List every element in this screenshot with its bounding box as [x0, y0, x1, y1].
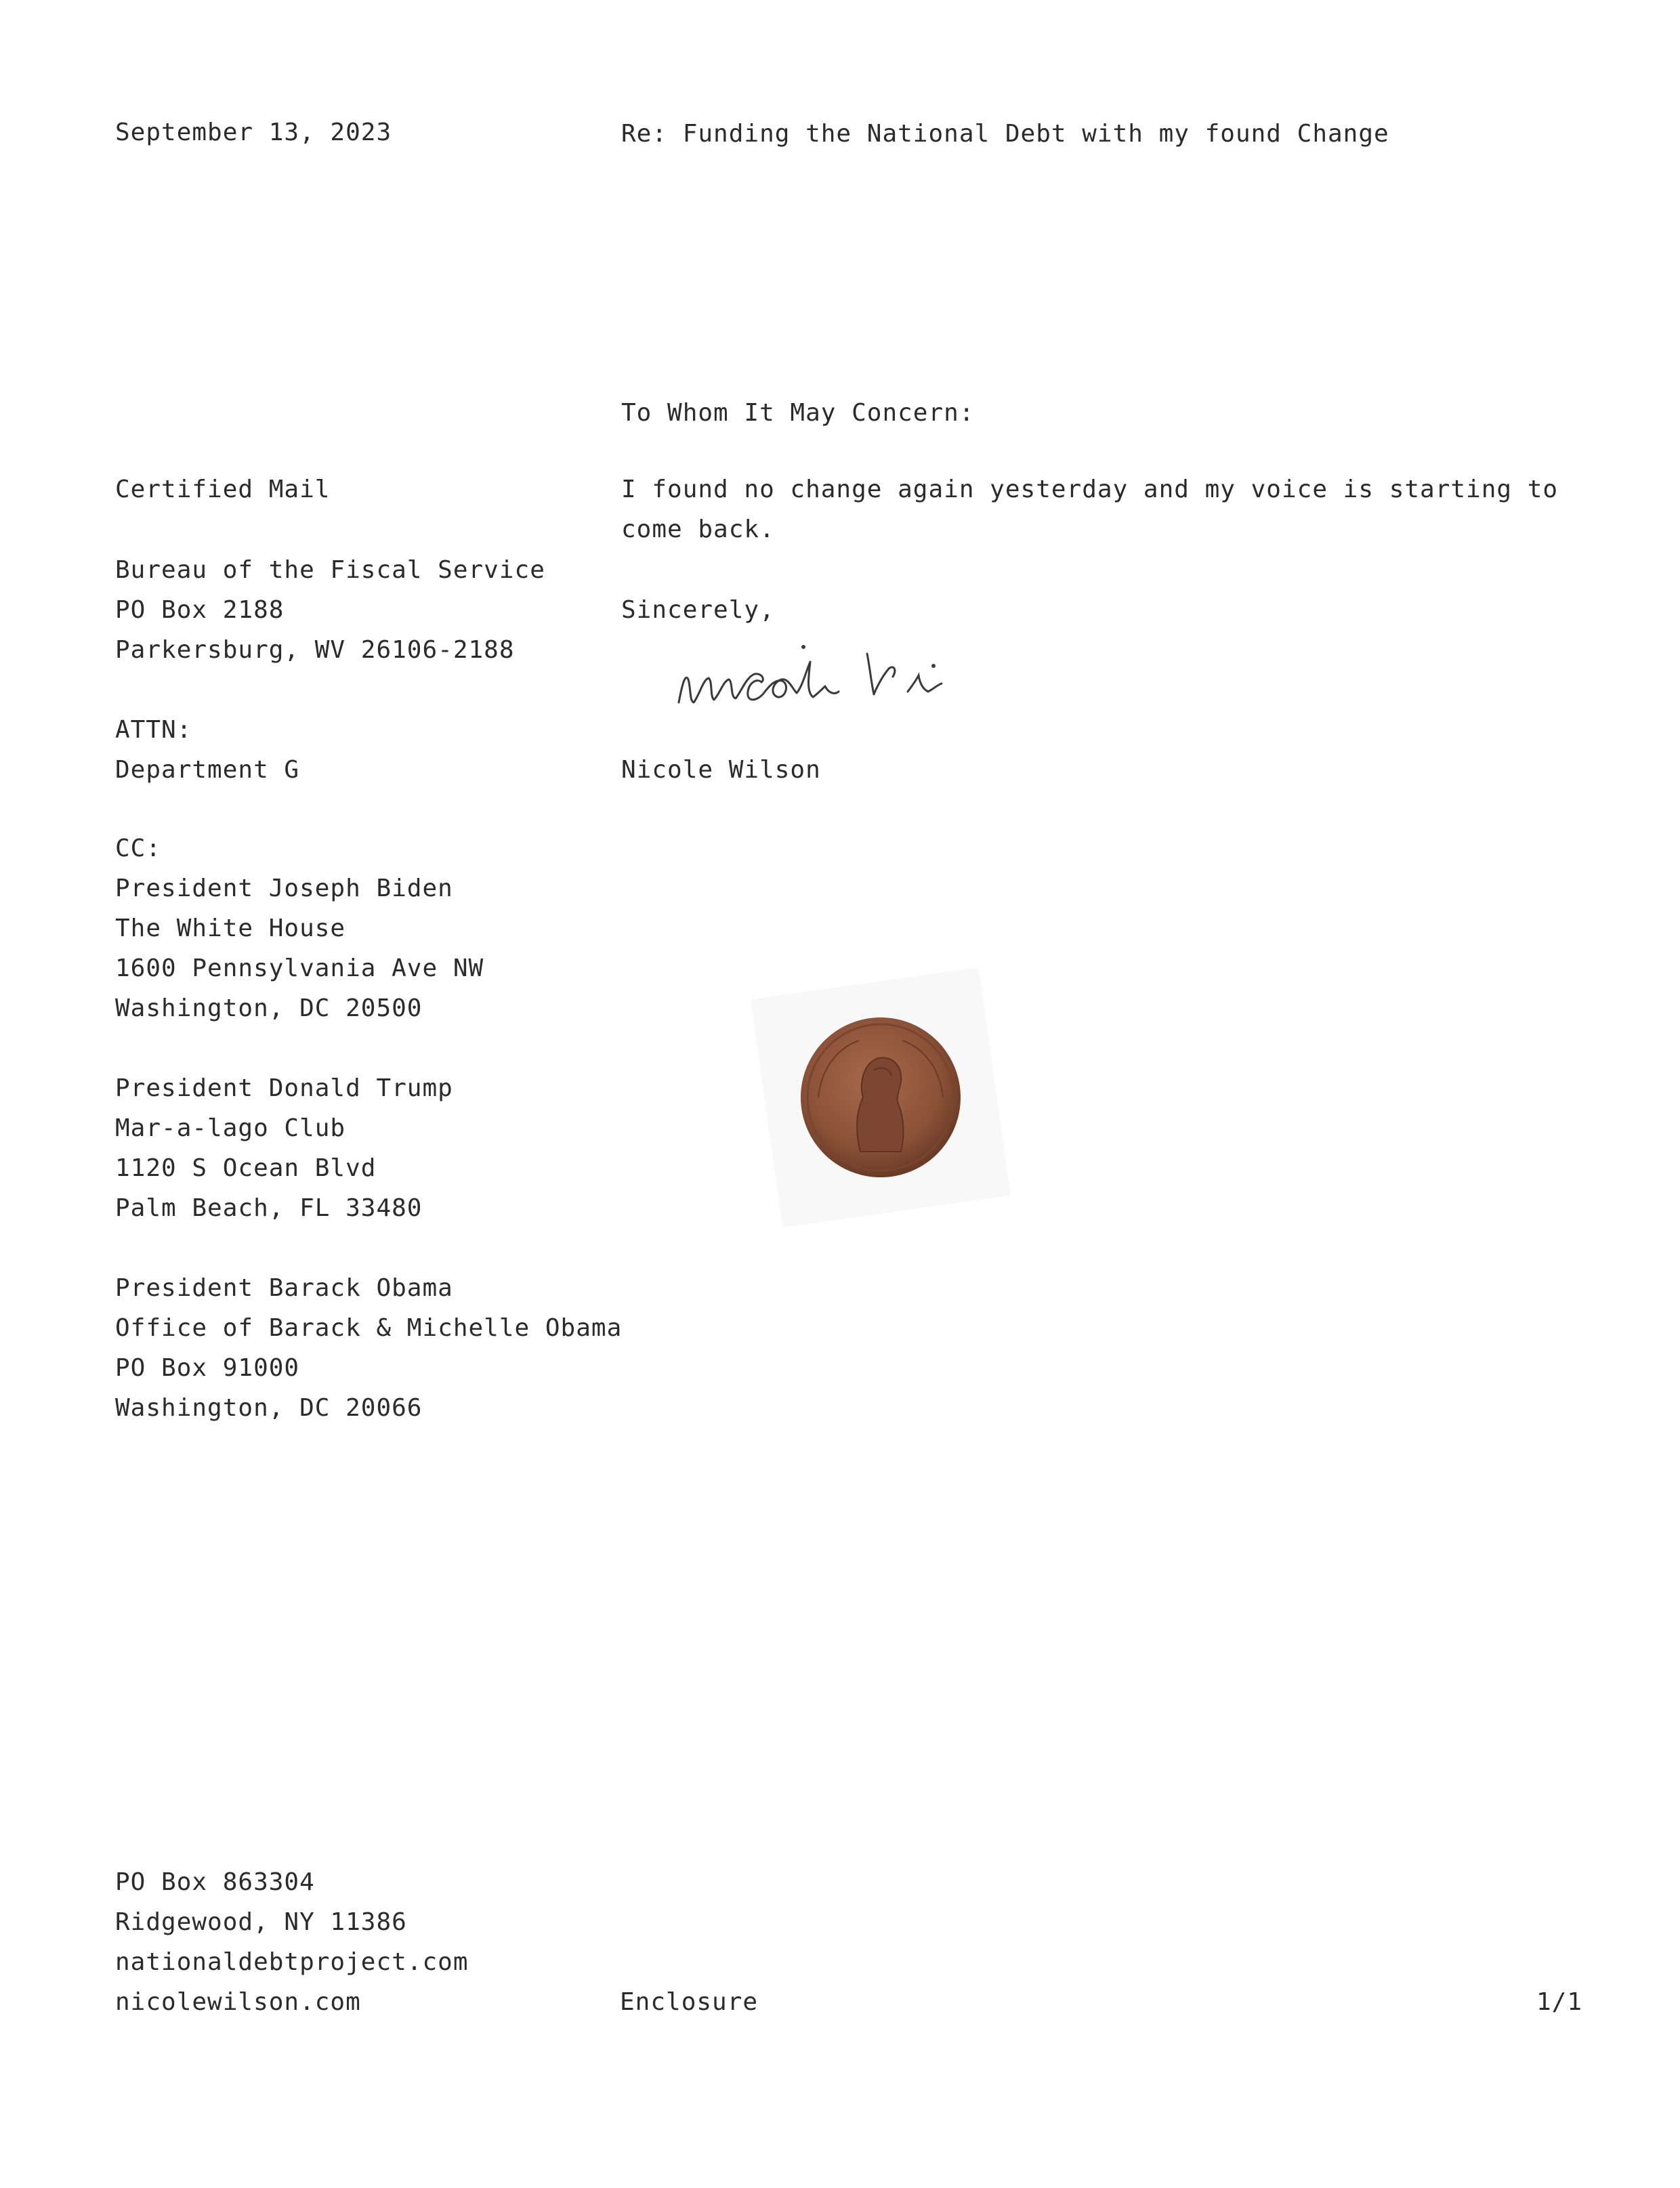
address-line: Parkersburg, WV 26106-2188: [115, 636, 515, 664]
letter-body: I found no change again yesterday and my voice is starting to come back.: [621, 476, 1559, 543]
signature: [671, 627, 1091, 735]
mail-type: Certified Mail: [115, 476, 331, 503]
cc-line: Washington, DC 20500: [115, 994, 423, 1022]
cc-line: Mar-a-lago Club: [115, 1114, 346, 1142]
signer-name: Nicole Wilson: [621, 756, 821, 784]
cc-line: Palm Beach, FL 33480: [115, 1194, 423, 1222]
penny-coin-icon: [779, 996, 982, 1199]
recipient-address: [115, 550, 545, 670]
cc-line: President Donald Trump: [115, 1074, 453, 1102]
sender-website: nationaldebtproject.com: [115, 1948, 469, 1976]
closing: Sincerely,: [621, 596, 775, 624]
address-line: Bureau of the Fiscal Service: [115, 556, 545, 584]
cc-line: Washington, DC 20066: [115, 1394, 423, 1422]
sender-address: [115, 1862, 469, 2022]
page-number: 1/1: [1536, 1988, 1583, 2016]
cc-line: President Barack Obama: [115, 1274, 453, 1302]
cc-line: PO Box 91000: [115, 1354, 300, 1382]
attn-block: [115, 710, 299, 790]
cc-line: The White House: [115, 914, 346, 942]
letter-subject: Re: Funding the National Debt with my found Change: [621, 120, 1389, 148]
cc-label: CC:: [115, 835, 162, 862]
attn-label: ATTN:: [115, 716, 192, 744]
letter-date: September 13, 2023: [115, 119, 392, 146]
attn-value: Department G: [115, 756, 300, 784]
cc-line: President Joseph Biden: [115, 875, 453, 902]
salutation: To Whom It May Concern:: [621, 399, 975, 427]
sender-line: PO Box 863304: [115, 1868, 315, 1896]
cc-line: 1120 S Ocean Blvd: [115, 1154, 377, 1182]
enclosure-note: Enclosure: [620, 1988, 759, 2016]
cc-line: 1600 Pennsylvania Ave NW: [115, 954, 484, 982]
cc-line: Office of Barack & Michelle Obama: [115, 1314, 623, 1342]
cc-block: [115, 828, 622, 1428]
sender-line: Ridgewood, NY 11386: [115, 1908, 407, 1936]
sender-website: nicolewilson.com: [115, 1988, 361, 2016]
address-line: PO Box 2188: [115, 596, 285, 624]
